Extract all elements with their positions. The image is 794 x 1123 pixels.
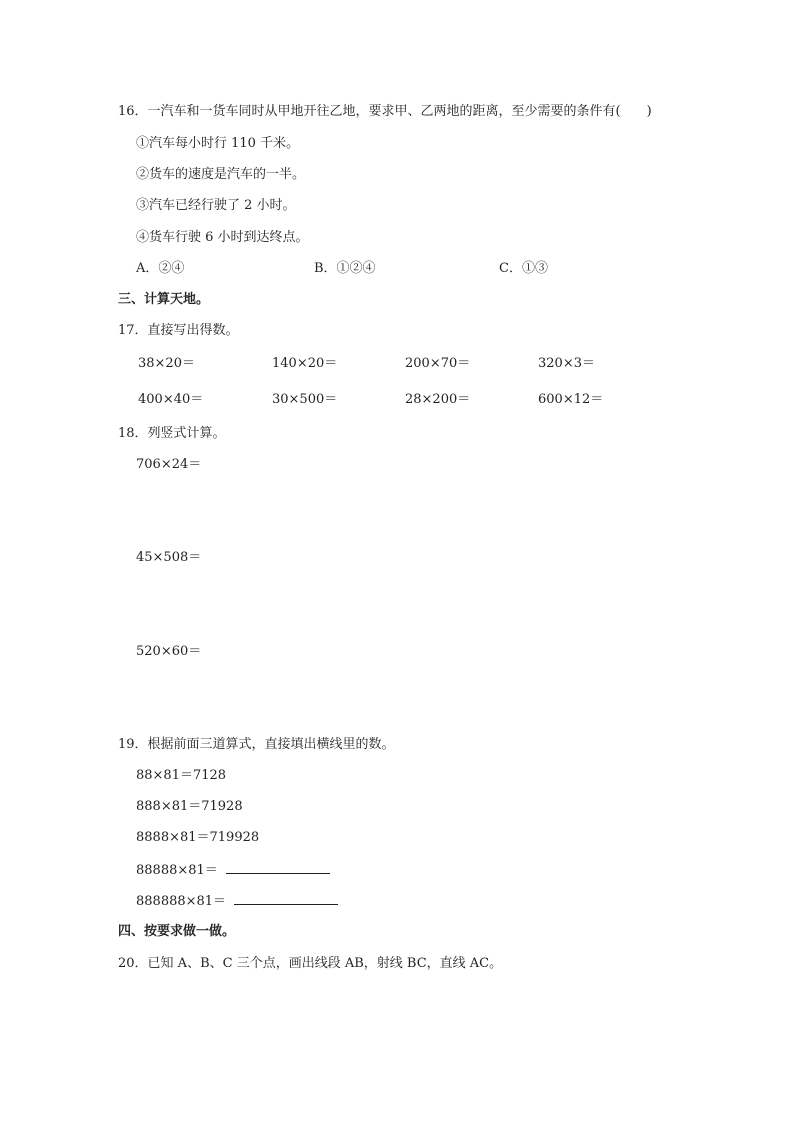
section-4-heading: 四、按要求做一做。 [118,924,236,939]
q19-fill-2 [136,892,338,911]
q17-item: 200×70＝ [405,356,471,371]
q17-stem: 17．直接写出得数。 [118,323,239,338]
q19-line: 88×81＝7128 [136,768,227,783]
q17-item: 28×200＝ [405,392,471,407]
q19-fill-1-label: 88888×81＝ [136,863,218,878]
q17-item: 38×20＝ [138,356,195,371]
q19-fill-2-label: 888888×81＝ [136,894,227,909]
q18-item: 706×24＝ [136,457,202,472]
q16-condition-1: ①汽车每小时行 110 千米。 [136,136,300,151]
q16-option-c: C．①③ [499,261,548,276]
q16-condition-3: ③汽车已经行驶了 2 小时。 [136,198,296,213]
q17-item: 600×12＝ [538,392,604,407]
q16-option-a: A．②④ [136,261,185,276]
q16-condition-2: ②货车的速度是汽车的一半。 [136,167,306,182]
q19-stem: 19．根据前面三道算式，直接填出横线里的数。 [118,737,395,752]
section-3-heading: 三、计算天地。 [118,292,210,307]
q17-item: 320×3＝ [538,356,595,371]
q18-stem: 18．列竖式计算。 [118,426,226,441]
q20-stem: 20．已知 A、B、C 三个点，画出线段 AB，射线 BC，直线 AC。 [118,956,503,971]
q17-item: 140×20＝ [272,356,338,371]
q19-fill-1 [136,861,330,880]
answer-blank[interactable] [234,892,338,905]
q16-stem: 16．一汽车和一货车同时从甲地开往乙地，要求甲、乙两地的距离，至少需要的条件有( ) [118,104,652,119]
q19-line: 888×81＝71928 [136,799,243,814]
q19-line: 8888×81＝719928 [136,830,260,845]
q16-option-b: B．①②④ [314,261,376,276]
q17-item: 30×500＝ [272,392,338,407]
q18-item: 45×508＝ [136,550,202,565]
q16-condition-4: ④货车行驶 6 小时到达终点。 [136,230,309,245]
answer-blank[interactable] [226,861,330,874]
q17-item: 400×40＝ [138,392,204,407]
q18-item: 520×60＝ [136,644,202,659]
